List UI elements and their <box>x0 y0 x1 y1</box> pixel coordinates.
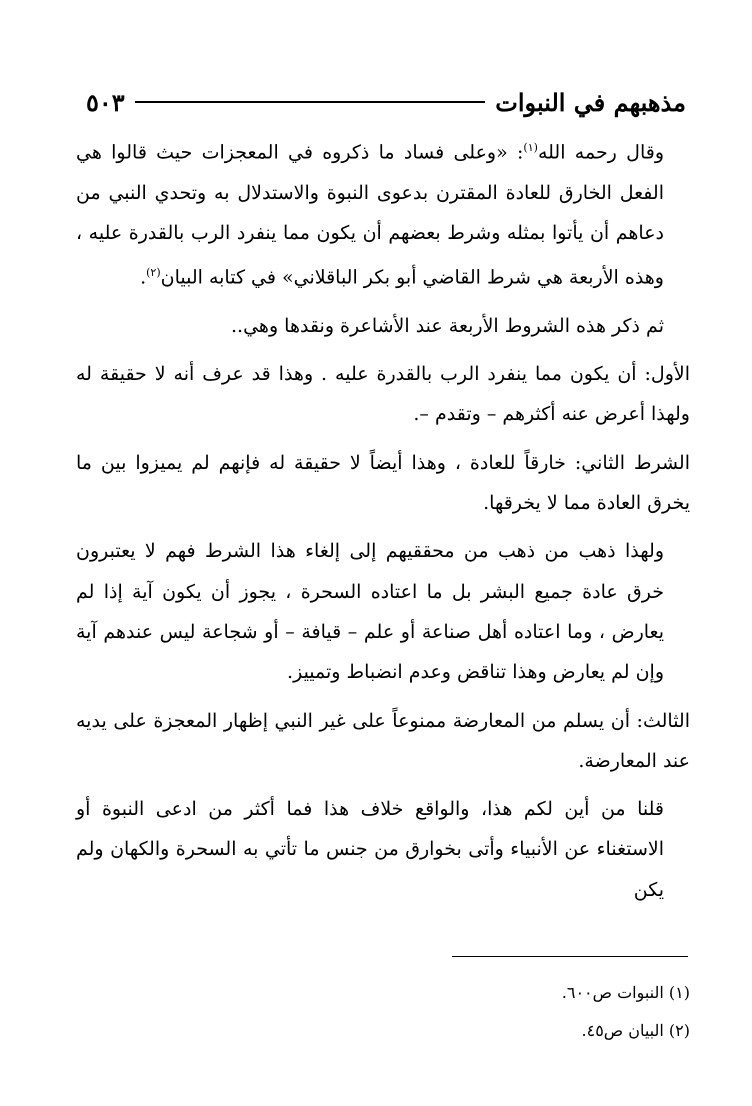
paragraph-1: وقال رحمه الله$^{(١)}$: «وعلى فساد ما ذكروه في المعجزات حيث قالوا هي الفعل الخارق للعادة المقترن بدعوى النبوة والاستدلال به وتحدي النبي من دعاهم أن يأتوا بمثله وشرط بعضهم أن يكون مما ينفرد الرب بالقدرة عليه ، وهذه الأربعة هي شرط القاضي أبو بكر الباقلاني» في كتابه البيان$^{(٢)}$. <box>76 141 664 289</box>
footnote-2: (٢) البيان ص٤٥. <box>581 1021 690 1040</box>
paragraph-3: الأول: أن يكون مما ينفرد الرب بالقدرة عليه . وهذا قد عرف أنه لا حقيقة له ولهذا أعرض عنه أكثرهم – وتقدم –. <box>76 363 690 426</box>
paragraph-4: الشرط الثاني: خارقاً للعادة ، وهذا أيضاً لا حقيقة له فإنهم لم يميزوا بين ما يخرق العادة مما لا يخرقها. <box>76 451 690 515</box>
footnote-separator <box>452 956 688 957</box>
footnotes <box>300 974 690 1050</box>
paragraph-5: ولهذا ذهب من ذهب من محققيهم إلى إلغاء هذا الشرط فهم لا يعتبرون خرق عادة جميع البشر بل ما اعتاده السحرة ، يجوز أن يكون آية إذا لم يعارض ، وما اعتاده أهل صناعة أو علم – قيافة – أو شجاعة ليس عندهم آية وإن لم يعارض وهذا تناقض وعدم انضباط وتمييز. <box>76 540 664 684</box>
header-rule <box>135 101 486 103</box>
footnote-ref-1: (١) <box>523 141 538 154</box>
page-header <box>86 82 686 122</box>
paragraph-2: ثم ذكر هذه الشروط الأربعة عند الأشاعرة ونقدها وهي.. <box>231 314 664 337</box>
footnote-ref-2: (٢) <box>146 266 161 280</box>
paragraph-6: الثالث: أن يسلم من المعارضة ممنوعاً على غير النبي إظهار المعجزة على يديه عند المعارضة. <box>76 709 690 772</box>
footnote-1: (١) النبوات ص٦٠٠. <box>561 983 690 1002</box>
page-number: ٥٠٣ <box>86 87 125 117</box>
body-text <box>76 128 690 918</box>
header-title: مذهبهم في النبوات <box>495 87 686 117</box>
paragraph-7: قلنا من أين لكم هذا، والواقع خلاف هذا فما أكثر من ادعى النبوة أو الاستغناء عن الأنبياء وأتى بخوارق من جنس ما تأتي به السحرة والكهان ولم يكن <box>76 798 664 901</box>
